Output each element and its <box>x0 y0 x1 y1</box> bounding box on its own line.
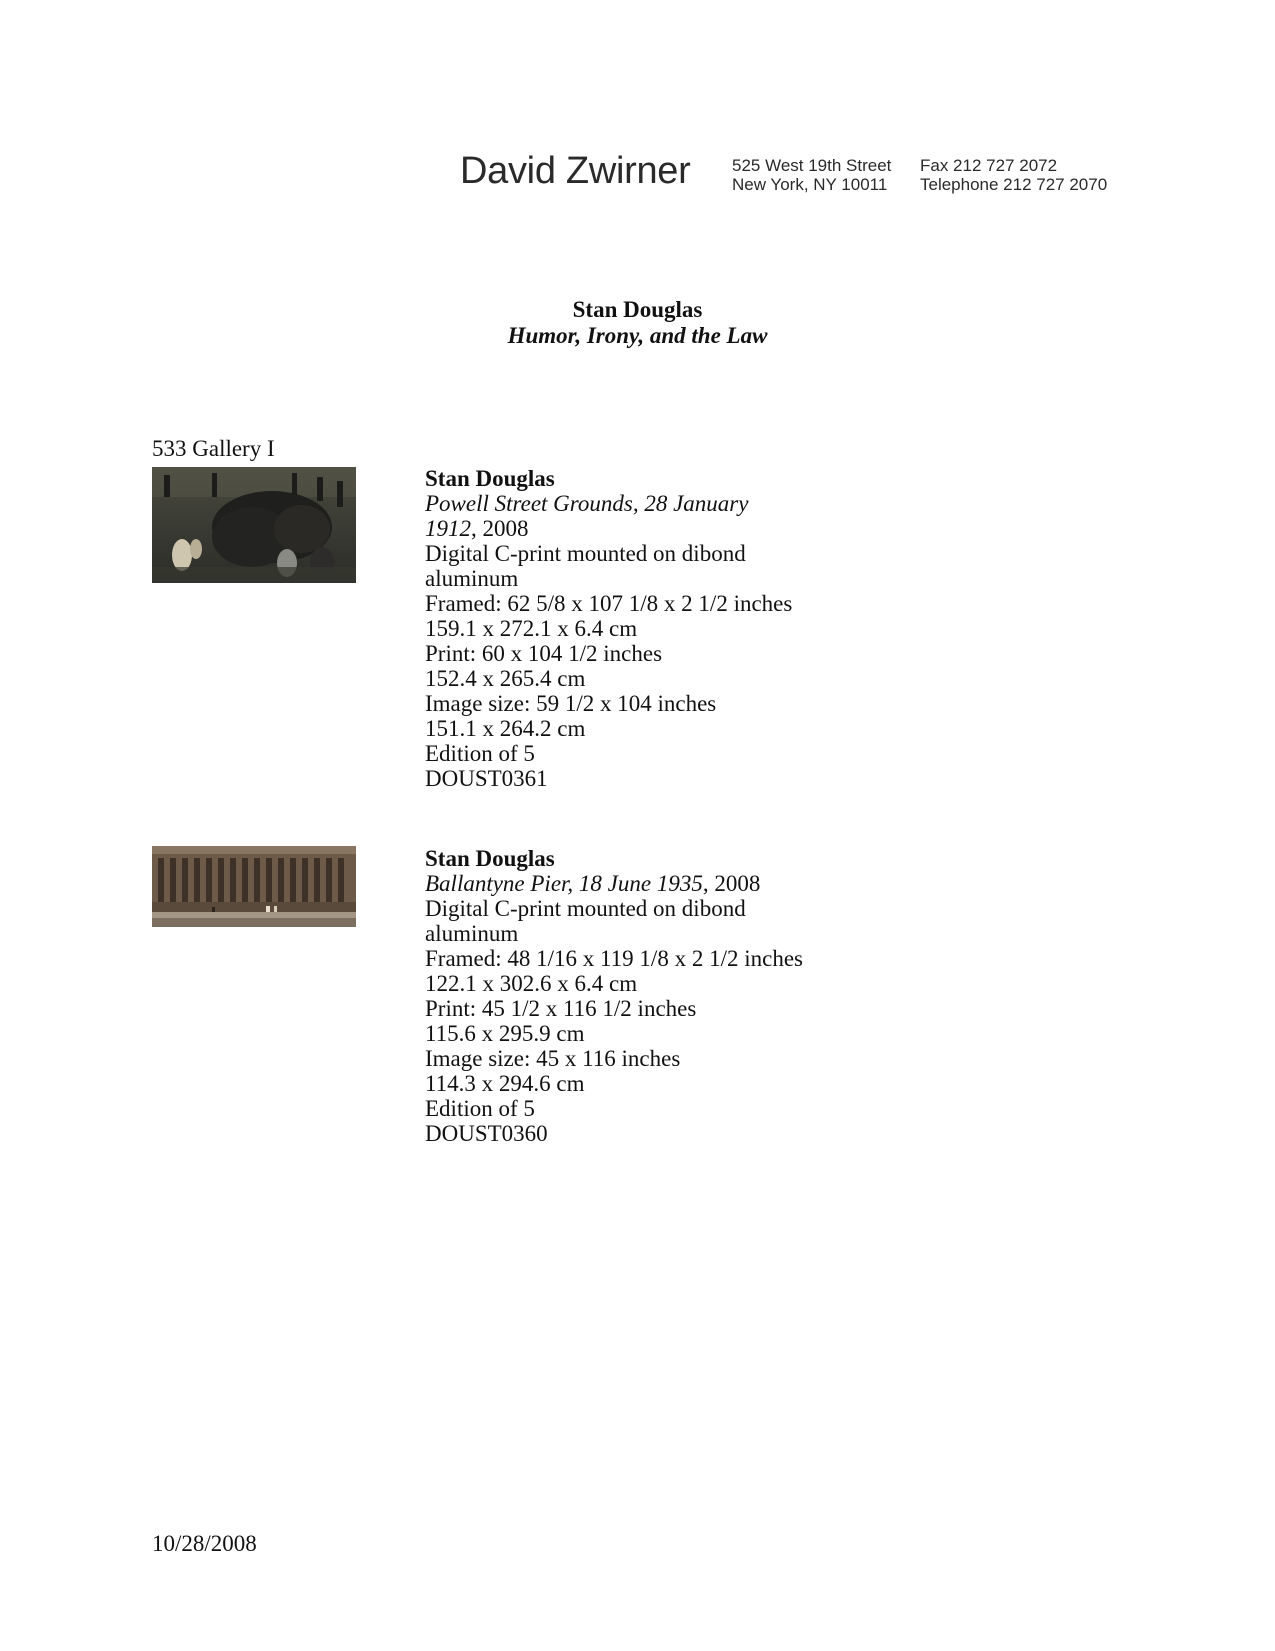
telephone-number: Telephone 212 727 2070 <box>920 175 1108 194</box>
artwork-title: Ballantyne Pier, 18 June 1935 <box>425 871 703 896</box>
artwork-year: , 2008 <box>702 871 761 896</box>
artwork-caption <box>425 846 805 1146</box>
artwork-framed-inches: Framed: 62 5/8 x 107 1/8 x 2 1/2 inches <box>425 591 793 616</box>
artwork-inventory-number: DOUST0360 <box>425 1121 548 1146</box>
gallery-contact <box>920 156 1107 194</box>
artwork-image-cm: 114.3 x 294.6 cm <box>425 1071 585 1096</box>
address-line-2: New York, NY 10011 <box>732 175 888 194</box>
address-line-1: 525 West 19th Street <box>732 156 892 175</box>
artwork-medium: Digital C-print mounted on dibond aluminum <box>425 896 746 946</box>
artwork-image-inches: Image size: 59 1/2 x 104 inches <box>425 691 717 716</box>
artwork-print-inches: Print: 60 x 104 1/2 inches <box>425 641 663 666</box>
artwork-medium: Digital C-print mounted on dibond aluminum <box>425 541 746 591</box>
artwork-print-cm: 152.4 x 265.4 cm <box>425 666 586 691</box>
artwork-edition: Edition of 5 <box>425 1096 535 1121</box>
artwork-print-cm: 115.6 x 295.9 cm <box>425 1021 585 1046</box>
artwork-thumbnail-powell-street <box>152 467 356 583</box>
artwork-thumbnail-ballantyne-pier <box>152 846 356 927</box>
gallery-name: David Zwirner <box>460 150 691 192</box>
artwork-framed-cm: 159.1 x 272.1 x 6.4 cm <box>425 616 638 641</box>
artwork-artist: Stan Douglas <box>425 466 555 491</box>
exhibition-header <box>0 297 1275 349</box>
gallery-address <box>732 156 891 194</box>
artwork-artist: Stan Douglas <box>425 846 555 871</box>
artwork-year: , 2008 <box>471 516 529 541</box>
artwork-framed-inches: Framed: 48 1/16 x 119 1/8 x 2 1/2 inches <box>425 946 803 971</box>
artwork-image-inches: Image size: 45 x 116 inches <box>425 1046 681 1071</box>
exhibition-artist: Stan Douglas <box>572 297 703 322</box>
artwork-image-cm: 151.1 x 264.2 cm <box>425 716 586 741</box>
gallery-location-label: 533 Gallery I <box>152 436 275 461</box>
document-date: 10/28/2008 <box>152 1531 257 1556</box>
exhibition-title: Humor, Irony, and the Law <box>507 323 768 348</box>
artwork-print-inches: Print: 45 1/2 x 116 1/2 inches <box>425 996 697 1021</box>
artwork-title-line <box>425 491 805 541</box>
artwork-title: Powell Street Grounds, 28 January 1912 <box>425 491 749 541</box>
artwork-title-line <box>425 871 805 896</box>
artwork-inventory-number: DOUST0361 <box>425 766 548 791</box>
fax-number: Fax 212 727 2072 <box>920 156 1058 175</box>
artwork-framed-cm: 122.1 x 302.6 x 6.4 cm <box>425 971 638 996</box>
artwork-edition: Edition of 5 <box>425 741 535 766</box>
artwork-caption <box>425 466 805 791</box>
